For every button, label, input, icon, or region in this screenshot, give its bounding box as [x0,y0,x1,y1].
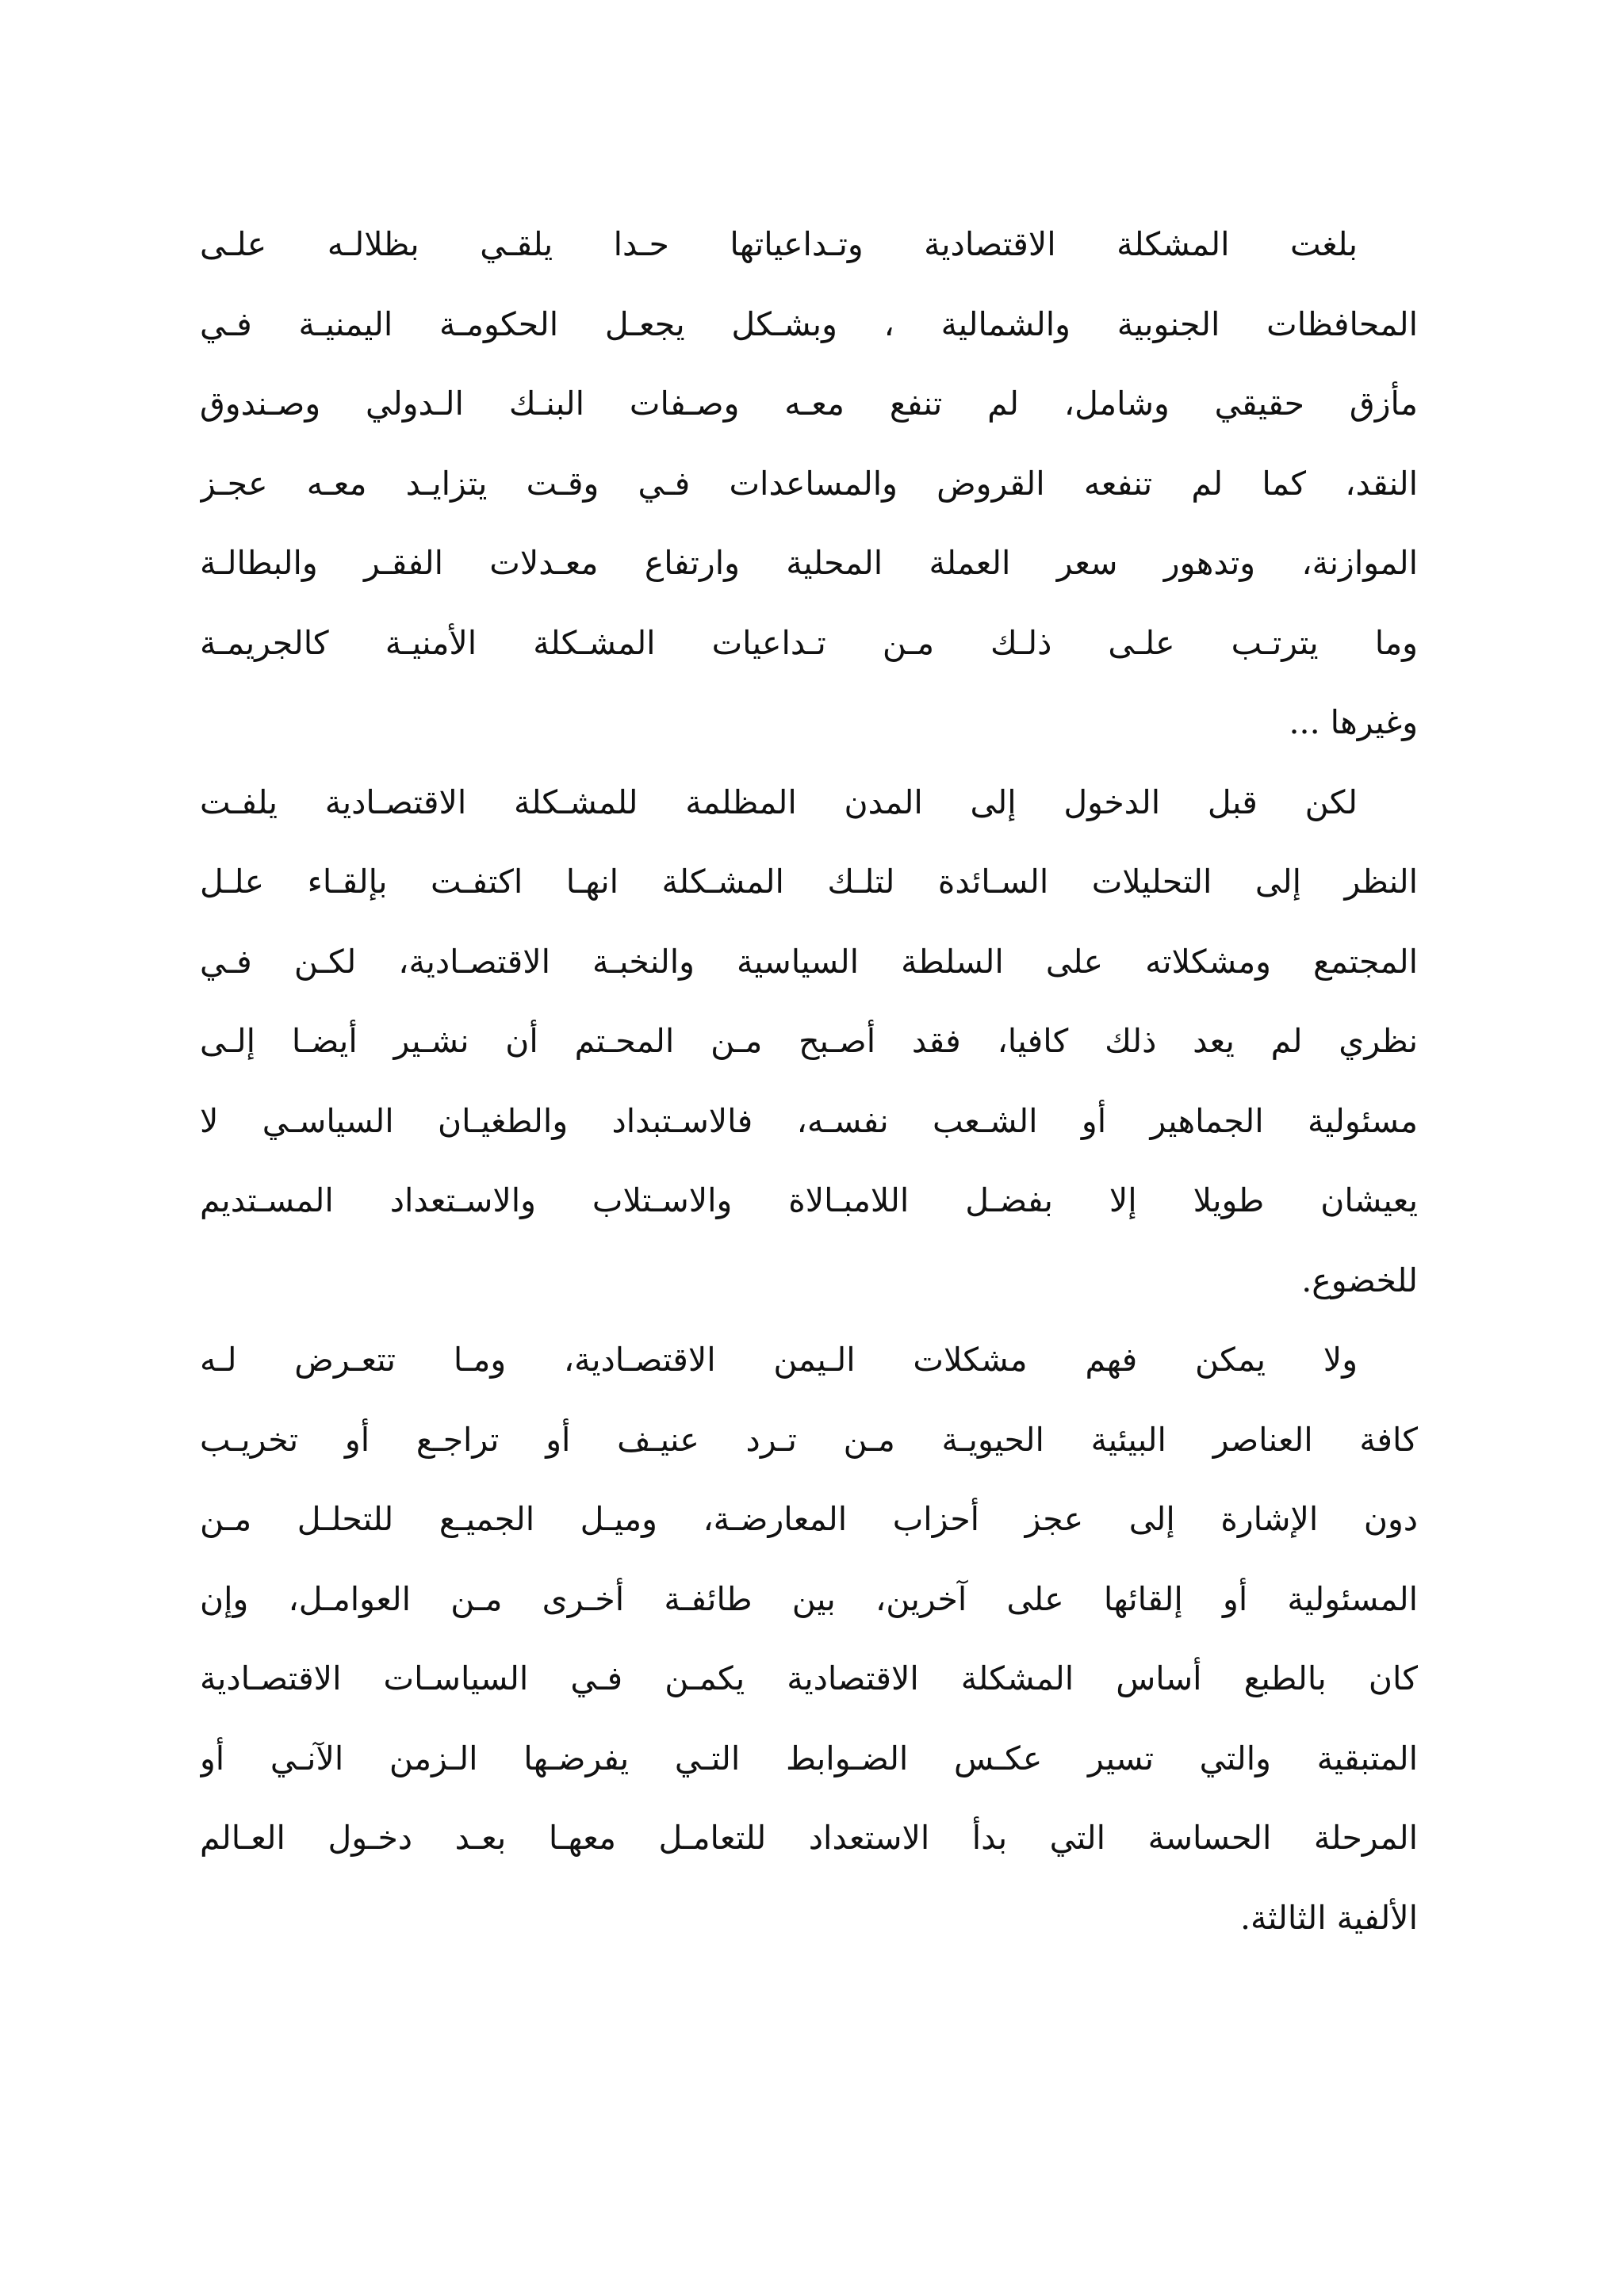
text-line: بلغت المشكلة الاقتصادية وتـداعياتها حـدا يلقـي بظلالـه علـى [200,225,1358,263]
text-line: المحافظات الجنوبية والشمالية ، وبشـكل يجعـل الحكومـة اليمنيـة فـي [200,304,1418,343]
text-line: ولا يمكن فهم مشكلات الـيمن الاقتصـادية، ومـا تتعـرض لـه [200,1341,1358,1379]
text-line: وغيرها ... [1289,703,1418,741]
text-line: نظري لم يعد ذلك كافيا، فقد أصـبح مـن المحـتم أن نشـير أيضـا إلـى [200,1022,1418,1060]
text-line: دون الإشارة إلى عجز أحزاب المعارضـة، وميـل الجميـع للتحلـل مـن [200,1500,1418,1538]
document-body [200,205,1418,1957]
paragraph-economic-crisis [200,205,1418,763]
text-line: المسئولية أو إلقائها على آخرين، بين طائفـة أخـرى مـن العوامـل، وإن [200,1579,1418,1618]
paragraph-public-responsibility [200,763,1418,1321]
text-line: لكن قبل الدخول إلى المدن المظلمة للمشـكلة الاقتصـادية يلفـت [200,783,1358,821]
text-line: المتبقية والتي تسير عكـس الضـوابط التـي يفرضـها الـزمن الآنـي أو [200,1739,1418,1777]
text-line: للخضوع. [1301,1261,1418,1299]
text-line: يعيشان طويلا إلا بفضـل اللامبـالاة والاسـتلاب والاسـتعداد المسـتديم [200,1181,1418,1219]
text-line: الموازنة، وتدهور سعر العملة المحلية وارتفاع معـدلات الفقـر والبطالـة [200,544,1418,582]
text-line: النظر إلى التحليلات السـائدة لتلـك المشـكلة انهـا اكتفـت بإلقـاء علـل [200,863,1418,901]
text-line: كافة العناصر البيئية الحيويـة مـن تـرد عنيـف أو تراجـع أو تخريـب [200,1420,1418,1459]
text-line: مسئولية الجماهير أو الشـعب نفسـه، فالاسـتبداد والطغيـان السياسـي لا [200,1101,1418,1140]
text-line: وما يترتـب علـى ذلـك مـن تـداعيات المشـكلة الأمنيـة كالجريمـة [200,623,1418,662]
text-line: مأزق حقيقي وشامل، لم تنفع معـه وصـفات البنـك الـدولي وصـندوق [200,385,1418,423]
text-line: المجتمع ومشكلاته على السلطة السياسية والنخبـة الاقتصـادية، لكـن فـي [200,942,1418,981]
text-line: الألفية الثالثة. [1239,1898,1418,1937]
text-line: كان بالطبع أساس المشكلة الاقتصادية يكمـن فـي السياسـات الاقتصـادية [200,1659,1418,1697]
paragraph-opposition-weakness [200,1320,1418,1957]
text-line: المرحلة الحساسة التي بدأ الاستعداد للتعامـل معهـا بعـد دخـول العـالم [200,1819,1418,1857]
text-line: النقد، كما لم تنفعه القروض والمساعدات فـي وقـت يتزايـد معـه عجـز [200,464,1418,503]
